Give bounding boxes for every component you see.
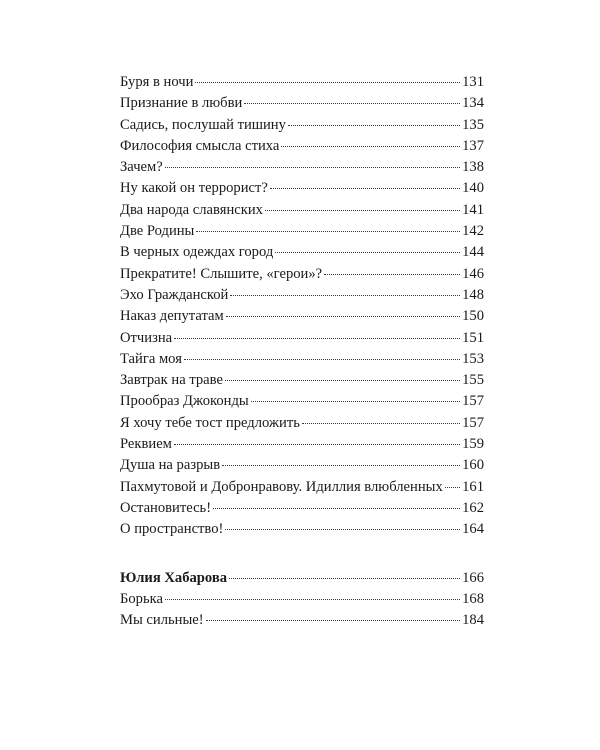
toc-entry-page: 157 xyxy=(462,393,484,410)
toc-entry[interactable] xyxy=(120,413,484,434)
toc-entry-page: 148 xyxy=(462,286,484,303)
toc-entry[interactable] xyxy=(120,200,484,221)
dot-leader xyxy=(174,337,460,339)
toc-entry-page: 168 xyxy=(462,590,484,607)
toc-entry-title: Реквием xyxy=(120,436,172,453)
toc-entry-title: Зачем? xyxy=(120,159,163,176)
dot-leader xyxy=(244,102,460,104)
toc-entry[interactable] xyxy=(120,115,484,136)
dot-leader xyxy=(206,619,461,621)
toc-entry-page: 184 xyxy=(462,612,484,629)
toc-entry[interactable] xyxy=(120,370,484,391)
toc-entry[interactable] xyxy=(120,498,484,519)
dot-leader xyxy=(184,358,460,360)
toc-entry[interactable] xyxy=(120,93,484,114)
dot-leader xyxy=(230,294,460,296)
table-of-contents xyxy=(120,72,484,631)
toc-entry-page: 155 xyxy=(462,372,484,389)
toc-entry-title: Две Родины xyxy=(120,223,195,240)
toc-entry-title: Ну какой он террорист? xyxy=(120,180,268,197)
toc-entry[interactable] xyxy=(120,136,484,157)
toc-entry-title: Садись, послушай тишину xyxy=(120,116,286,133)
toc-entry-page: 146 xyxy=(462,265,484,282)
toc-entry-title: Два народа славянских xyxy=(120,201,263,218)
toc-author-name: Юлия Хабарова xyxy=(120,569,228,586)
toc-entry-page: 166 xyxy=(462,569,484,586)
dot-leader xyxy=(196,230,460,232)
toc-entry-page: 134 xyxy=(462,95,484,112)
toc-entry-title: Остановитесь! xyxy=(120,499,212,516)
toc-entry-title: Тайга моя xyxy=(120,350,182,367)
toc-group-2 xyxy=(120,568,484,632)
toc-entry-title: Философия смысла стиха xyxy=(120,137,280,154)
dot-leader xyxy=(165,166,460,168)
toc-entry-page: 131 xyxy=(462,74,484,90)
toc-entry-page: 164 xyxy=(462,521,484,538)
toc-entry-title: Наказ депутатам xyxy=(120,308,224,325)
dot-leader xyxy=(174,443,460,445)
dot-leader xyxy=(445,486,460,488)
dot-leader xyxy=(265,209,460,211)
toc-entry-title: Мы сильные! xyxy=(120,612,204,629)
toc-entry[interactable] xyxy=(120,242,484,263)
toc-entry-page: 151 xyxy=(462,329,484,346)
toc-entry-page: 140 xyxy=(462,180,484,197)
toc-group-1 xyxy=(120,72,484,541)
toc-entry-page: 157 xyxy=(462,414,484,431)
toc-entry-title: Душа на разрыв xyxy=(120,457,221,474)
toc-entry-page: 144 xyxy=(462,244,484,261)
toc-entry-page: 162 xyxy=(462,499,484,516)
dot-leader xyxy=(225,528,460,530)
toc-entry-page: 161 xyxy=(462,478,484,495)
toc-entry[interactable] xyxy=(120,306,484,327)
toc-entry-title: О пространство! xyxy=(120,521,224,538)
toc-entry-page: 142 xyxy=(462,223,484,240)
dot-leader xyxy=(213,507,460,509)
toc-entry-page: 135 xyxy=(462,116,484,133)
toc-entry-title: Борька xyxy=(120,590,163,607)
toc-author-entry[interactable] xyxy=(120,568,484,589)
toc-entry-title: Прообраз Джоконды xyxy=(120,393,249,410)
toc-entry-page: 137 xyxy=(462,137,484,154)
dot-leader xyxy=(195,81,460,83)
dot-leader xyxy=(324,273,460,275)
toc-entry-title: Пахмутовой и Добронравову. Идиллия влюбленных xyxy=(120,478,443,495)
toc-entry[interactable] xyxy=(120,221,484,242)
toc-entry[interactable] xyxy=(120,72,484,93)
toc-entry[interactable] xyxy=(120,178,484,199)
dot-leader xyxy=(165,598,460,600)
dot-leader xyxy=(302,422,460,424)
toc-entry-page: 141 xyxy=(462,201,484,218)
toc-entry[interactable] xyxy=(120,455,484,476)
toc-entry[interactable] xyxy=(120,285,484,306)
toc-entry-title: Признание в любви xyxy=(120,95,243,112)
toc-entry[interactable] xyxy=(120,157,484,178)
toc-entry[interactable] xyxy=(120,610,484,631)
toc-entry-title: Прекратите! Слышите, «герои»? xyxy=(120,265,323,282)
dot-leader xyxy=(226,315,460,317)
dot-leader xyxy=(251,400,460,402)
toc-entry-page: 138 xyxy=(462,159,484,176)
toc-entry-title: Я хочу тебе тост предложить xyxy=(120,414,300,431)
toc-entry[interactable] xyxy=(120,519,484,540)
dot-leader xyxy=(275,251,460,253)
toc-entry[interactable] xyxy=(120,264,484,285)
toc-entry[interactable] xyxy=(120,391,484,412)
toc-entry-title: В черных одеждах город xyxy=(120,244,274,261)
toc-entry[interactable] xyxy=(120,477,484,498)
dot-leader xyxy=(225,379,460,381)
dot-leader xyxy=(288,124,460,126)
dot-leader xyxy=(222,464,460,466)
toc-entry-page: 153 xyxy=(462,350,484,367)
toc-entry-title: Завтрак на траве xyxy=(120,372,223,389)
toc-entry-page: 160 xyxy=(462,457,484,474)
toc-entry[interactable] xyxy=(120,349,484,370)
dot-leader xyxy=(281,145,460,147)
toc-entry-title: Отчизна xyxy=(120,329,173,346)
toc-entry-title: Эхо Гражданской xyxy=(120,286,229,303)
toc-entry[interactable] xyxy=(120,434,484,455)
toc-entry-page: 150 xyxy=(462,308,484,325)
dot-leader xyxy=(229,577,460,579)
toc-entry-title: Буря в ночи xyxy=(120,74,194,90)
toc-entry[interactable] xyxy=(120,328,484,349)
toc-entry-page: 159 xyxy=(462,436,484,453)
toc-entry[interactable] xyxy=(120,589,484,610)
dot-leader xyxy=(270,187,460,189)
